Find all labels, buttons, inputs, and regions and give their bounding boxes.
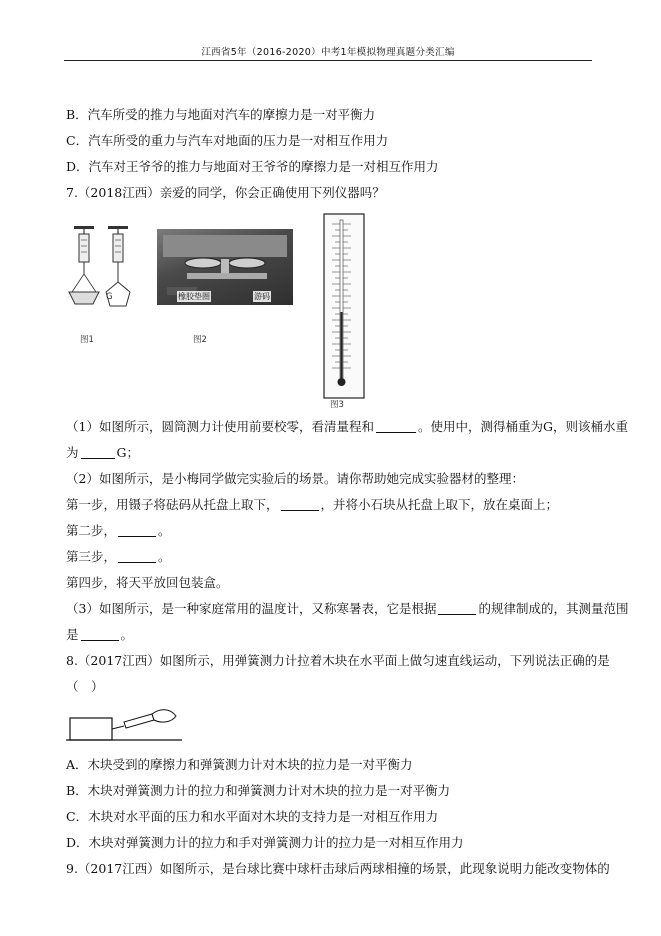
q7-part3-line1 (66, 601, 628, 617)
answer-blank (81, 628, 119, 641)
figure-3-label: 图3 (330, 400, 344, 410)
q7-part2-step3-text: 第三步， (66, 549, 117, 564)
q7-part3-text-d: 。 (120, 627, 134, 642)
q7-part1-text-b: 。使用中，测得桶重为G，则该桶水重 (417, 419, 628, 434)
q7-part2-step1-text-b: ，并将小石块从托盘上取下，放在桌面上； (320, 497, 559, 512)
q6-option-d: D．汽车对王爷爷的推力与地面对王爷爷的摩擦力是一对相互作用力 (66, 159, 439, 174)
q7-part1-text-c: 为 (66, 445, 79, 460)
page-header: 江西省5年（2016-2020）中考1年模拟物理真题分类汇编 (201, 47, 455, 58)
q7-part2-step1 (66, 497, 558, 513)
figure-1-label: 图1 (80, 335, 94, 345)
figure-1-weight-letter: G (106, 292, 113, 302)
answer-blank (81, 446, 115, 459)
q7-part1-text-a: （1）如图所示，圆筒测力计使用前要校零，看清量程和 (66, 419, 374, 434)
q8-option-d: D．木块对弹簧测力计的拉力和手对弹簧测力计的拉力是一对相互作用力 (66, 835, 464, 850)
q7-part2-step4: 第四步，将天平放回包装盒。 (66, 575, 229, 590)
q8-figure-block-spring-scale (66, 702, 186, 746)
q7-part2-step2-end: 。 (158, 523, 171, 538)
q7-part1-line1 (66, 419, 628, 435)
q6-option-c: C．汽车所受的重力与汽车对地面的压力是一对相互作用力 (66, 133, 389, 148)
q8-option-c: C．木块对水平面的压力和水平面对木块的支持力是一对相互作用力 (66, 809, 439, 824)
q8-answer-paren: （ ） (66, 679, 104, 694)
q8-stem: 8.（2017江西）如图所示，用弹簧测力计拉着木块在水平面上做匀速直线运动，下列说法正确的是 (66, 653, 610, 668)
q7-part3-line2 (66, 627, 133, 643)
q7-part1-line2 (66, 445, 139, 461)
figure-1-spring-scales (66, 222, 136, 322)
q6-option-b: B．汽车所受的推力与地面对汽车的摩擦力是一对平衡力 (66, 107, 376, 122)
q8-option-b: B．木块对弹簧测力计的拉力和弹簧测力计对木块的拉力是一对平衡力 (66, 783, 451, 798)
answer-blank (438, 602, 476, 615)
q7-part3-text-a: （3）如图所示，是一种家庭常用的温度计，又称寒暑表，它是根据 (66, 601, 437, 616)
answer-blank (281, 498, 319, 511)
answer-blank (118, 550, 156, 563)
figure-2-balance-photo (157, 229, 293, 305)
figure-2-rider-label: 游码 (254, 292, 270, 301)
q7-part2-step1-text-a: 第一步，用镊子将砝码从托盘上取下， (66, 497, 279, 512)
figure-2-label: 图2 (193, 335, 207, 345)
answer-blank (118, 524, 156, 537)
q7-part3-text-c: 是 (66, 627, 79, 642)
q8-option-a: A．木块受到的摩擦力和弹簧测力计对木块的拉力是一对平衡力 (66, 757, 413, 772)
answer-blank (376, 420, 416, 433)
q9-stem: 9.（2017江西）如图所示，是台球比赛中球杆击球后两球相撞的场景，此现象说明力能改变物体的 (66, 861, 610, 876)
q7-part3-text-b: 的规律制成的，其测量范围 (478, 601, 629, 616)
q7-part2-step3-end: 。 (158, 549, 171, 564)
header-divider (64, 60, 592, 61)
q7-part1-text-d: G； (116, 445, 140, 460)
q7-stem: 7.（2018江西）亲爱的同学，你会正确使用下列仪器吗？ (66, 185, 385, 200)
figure-3-thermometer (320, 212, 368, 400)
figure-2-pad-label: 橡胶垫圈 (178, 292, 210, 301)
q7-part2-step3 (66, 549, 171, 565)
q7-part2-intro: （2）如图所示，是小梅同学做完实验后的场景。请你帮助她完成实验器材的整理： (66, 471, 524, 486)
q7-part2-step2-text: 第二步， (66, 523, 117, 538)
q7-part2-step2 (66, 523, 171, 539)
